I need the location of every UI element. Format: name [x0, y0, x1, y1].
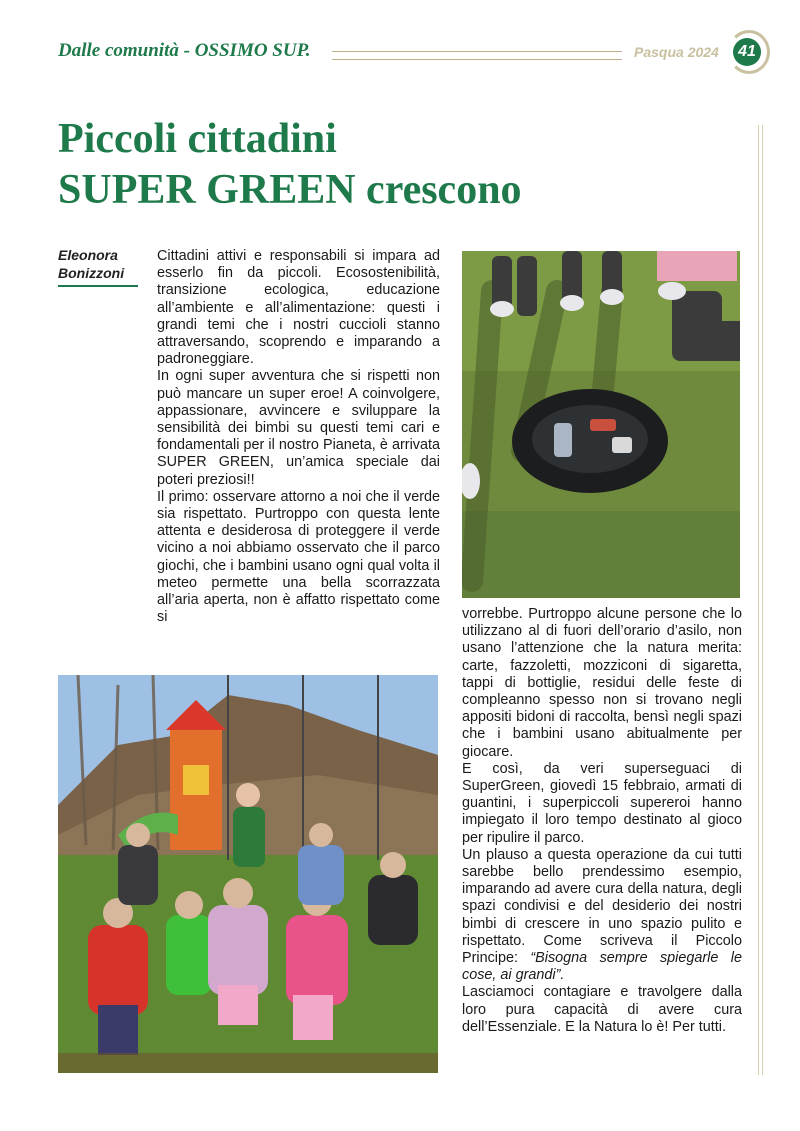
text-column-right	[462, 606, 742, 1036]
author-first-name: Eleonora	[58, 247, 118, 263]
edition-label: Pasqua 2024	[634, 44, 719, 60]
paragraph: Cittadini attivi e responsabili si impara ad esserlo fin da piccoli. Ecosostenibilità, transizione ecologica, educazione all’ambiente e all’alimentazione: questi i grandi temi che i nostri cuccioli stanno attraversando, scoprendo e imparando a padroneggiare.	[157, 248, 440, 368]
trash-bag-photo-illustration	[462, 251, 740, 598]
quote-petit-prince: “Bisogna sempre spiegarle le cose, ai grandi”.	[462, 950, 742, 984]
author-last-name: Bonizzoni	[58, 265, 125, 281]
paragraph: Lasciamoci contagiare e travolgere dalla loro pura capacità di avere cura dell’Essenziale. E la Natura lo è! Per tutti.	[462, 984, 742, 1035]
photo-children-group	[58, 675, 438, 1073]
paragraph: E così, da veri superseguaci di SuperGreen, giovedì 15 febbraio, armati di guantini, i superpiccoli supereroi hanno impiegato il loro tempo destinato al gioco per ripulire il parco.	[462, 760, 742, 846]
title-line-1: Piccoli cittadini	[58, 116, 337, 162]
text-column-left	[157, 248, 440, 626]
header-rule	[332, 51, 622, 60]
paragraph	[462, 847, 742, 985]
children-group-photo-illustration	[58, 675, 438, 1073]
article-title	[58, 114, 522, 216]
paragraph: In ogni super avventura che si rispetti non può mancare un super eroe! A coinvolgere, appassionare, avvincere e sviluppare la sensibilità dei bimbi su questi temi cari e fondamentali per il nostro Pianeta, è arrivata SUPER GREEN, un’amica speciale dai poteri preziosi!!	[157, 368, 440, 488]
paragraph-text: Un plauso a questa operazione da cui tutti sarebbe bello prendessimo esempio, imparando ad avere cura della natura, degli spazi condivisi e del desiderio dei nostri bimbi di crescere in uno spazio pulito e rispettato. Come scriveva il Piccolo Principe:	[462, 846, 742, 967]
section-title: Dalle comunità - OSSIMO SUP.	[58, 40, 311, 61]
author-byline	[58, 246, 138, 287]
title-line-2: SUPER GREEN crescono	[58, 167, 522, 213]
paragraph: Il primo: osservare attorno a noi che il verde sia rispettato. Purtroppo con questa lente attenta e desiderosa di proteggere il verde vicino a noi abbiamo osservato che il parco giochi, che i bambini usano ogni qual volta il meteo permette una bella scorrazzata all’aria aperta, non è affatto rispettato come si	[157, 488, 440, 626]
right-margin-rule	[758, 125, 763, 1075]
photo-trash-bag	[462, 251, 740, 598]
paragraph: vorrebbe. Purtroppo alcune persone che lo utilizzano al di fuori dell’orario d’asilo, non usano l’attenzione che la natura merita: carte, fazzoletti, mozziconi di sigaretta, tappi di bottiglie, residui delle feste di compleanno spesso non si trovano negli appositi bidoni di raccolta, bensì negli spazi che i bambini usano abitualmente per giocare.	[462, 606, 742, 760]
page-number: 41	[733, 38, 761, 66]
